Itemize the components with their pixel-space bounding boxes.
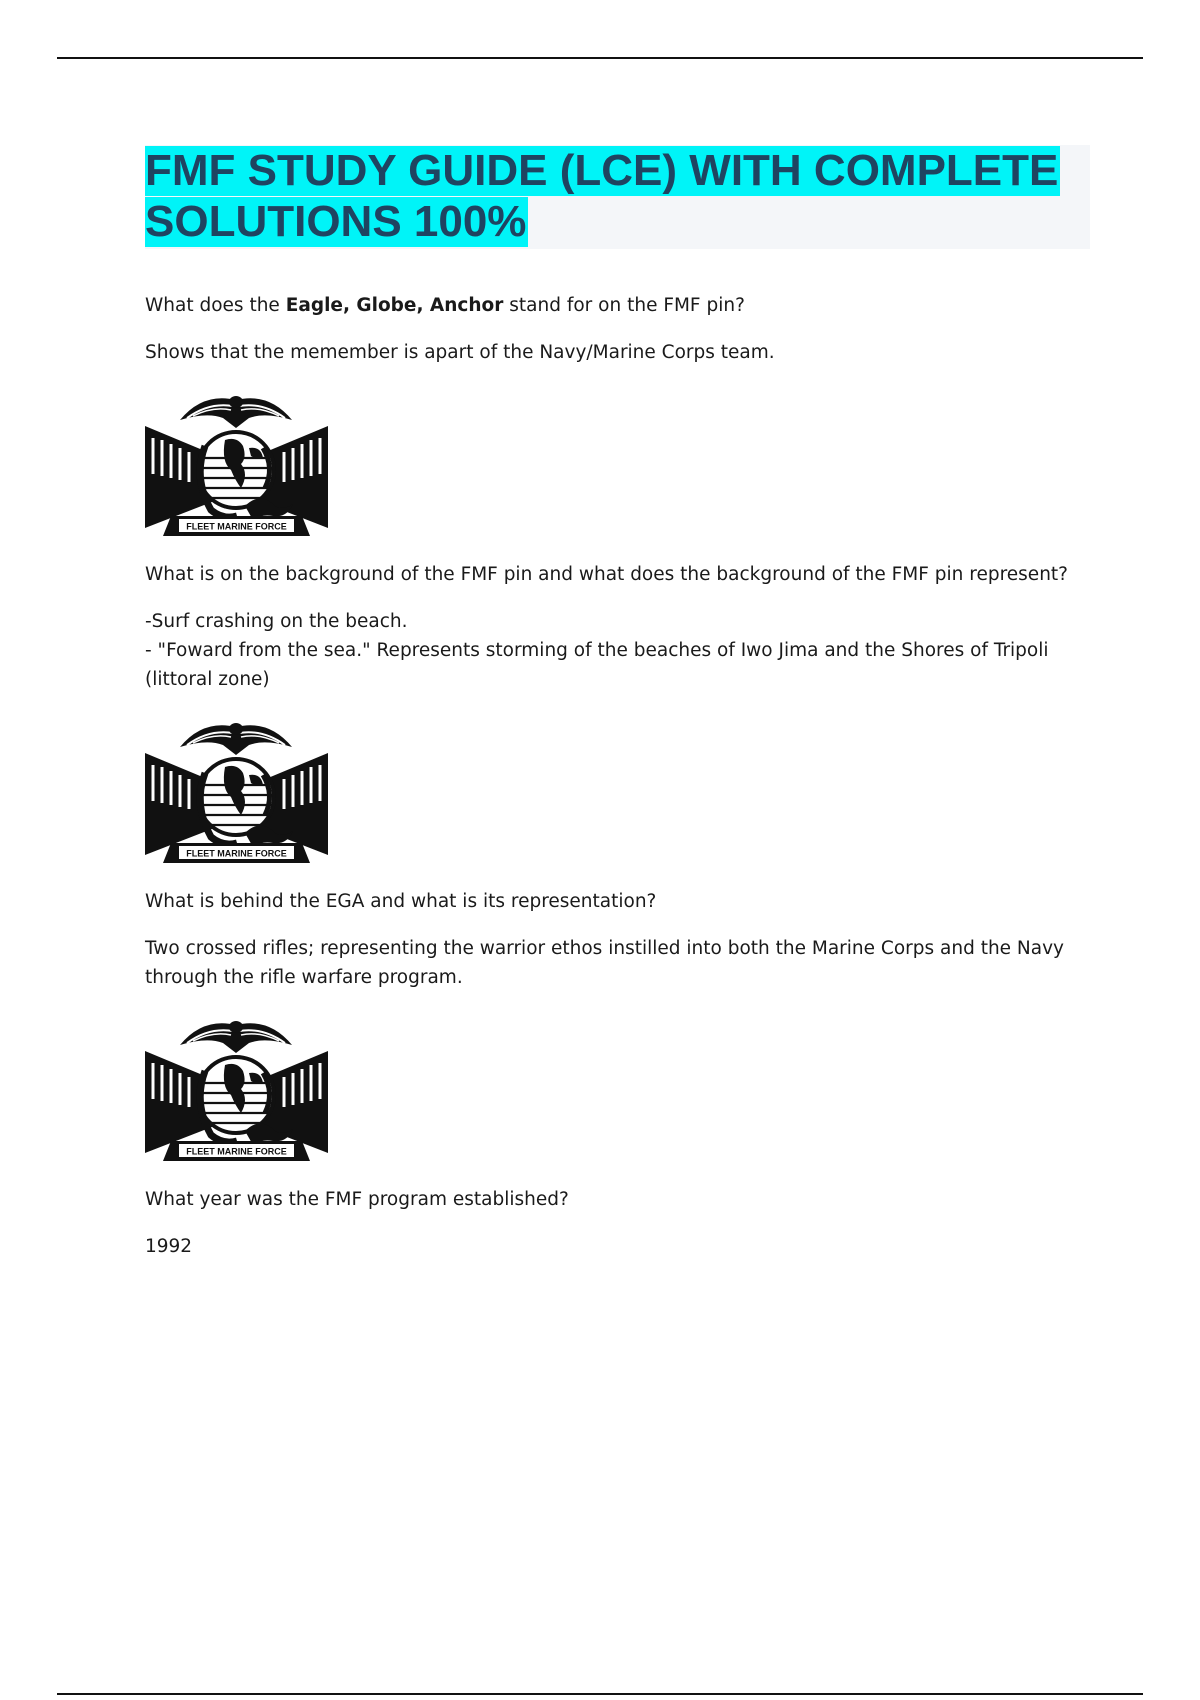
fmf-emblem-image	[145, 715, 328, 867]
title-block	[145, 145, 1090, 249]
question-2: What is on the background of the FMF pin and what does the background of the FMF pin represent?	[145, 564, 1068, 585]
question-3: What is behind the EGA and what is its representation?	[145, 891, 657, 912]
answer-2-line-2: - "Foward from the sea." Represents storming of the beaches of Iwo Jima and the Shores of Tripoli	[145, 640, 1049, 661]
answer-3: Two crossed rifles; representing the warrior ethos instilled into both the Marine Corps and the Navy through the rifle warfare program.	[145, 938, 1065, 988]
svg-text:FLEET MARINE FORCE: FLEET MARINE FORCE	[186, 1146, 287, 1157]
answer-2-line-3: (littoral zone)	[145, 669, 270, 690]
question-1: What does the Eagle, Globe, Anchor stand for on the FMF pin?	[145, 295, 745, 316]
fmf-emblem-image	[145, 1013, 328, 1165]
svg-text:FLEET MARINE FORCE: FLEET MARINE FORCE	[186, 521, 287, 532]
question-4: What year was the FMF program established?	[145, 1189, 569, 1210]
answer-4: 1992	[145, 1236, 193, 1257]
fmf-emblem-image	[145, 388, 328, 540]
document-body	[145, 291, 1085, 1282]
top-rule	[57, 57, 1143, 59]
question-1-bold: Eagle, Globe, Anchor	[285, 295, 504, 316]
answer-2-line-1: -Surf crashing on the beach.	[145, 611, 408, 632]
document-title: FMF STUDY GUIDE (LCE) WITH COMPLETE SOLUTIONS 100%	[145, 146, 1059, 246]
svg-text:FLEET MARINE FORCE: FLEET MARINE FORCE	[186, 848, 287, 859]
bottom-rule	[57, 1693, 1143, 1695]
answer-1: Shows that the memember is apart of the Navy/Marine Corps team.	[145, 342, 775, 363]
